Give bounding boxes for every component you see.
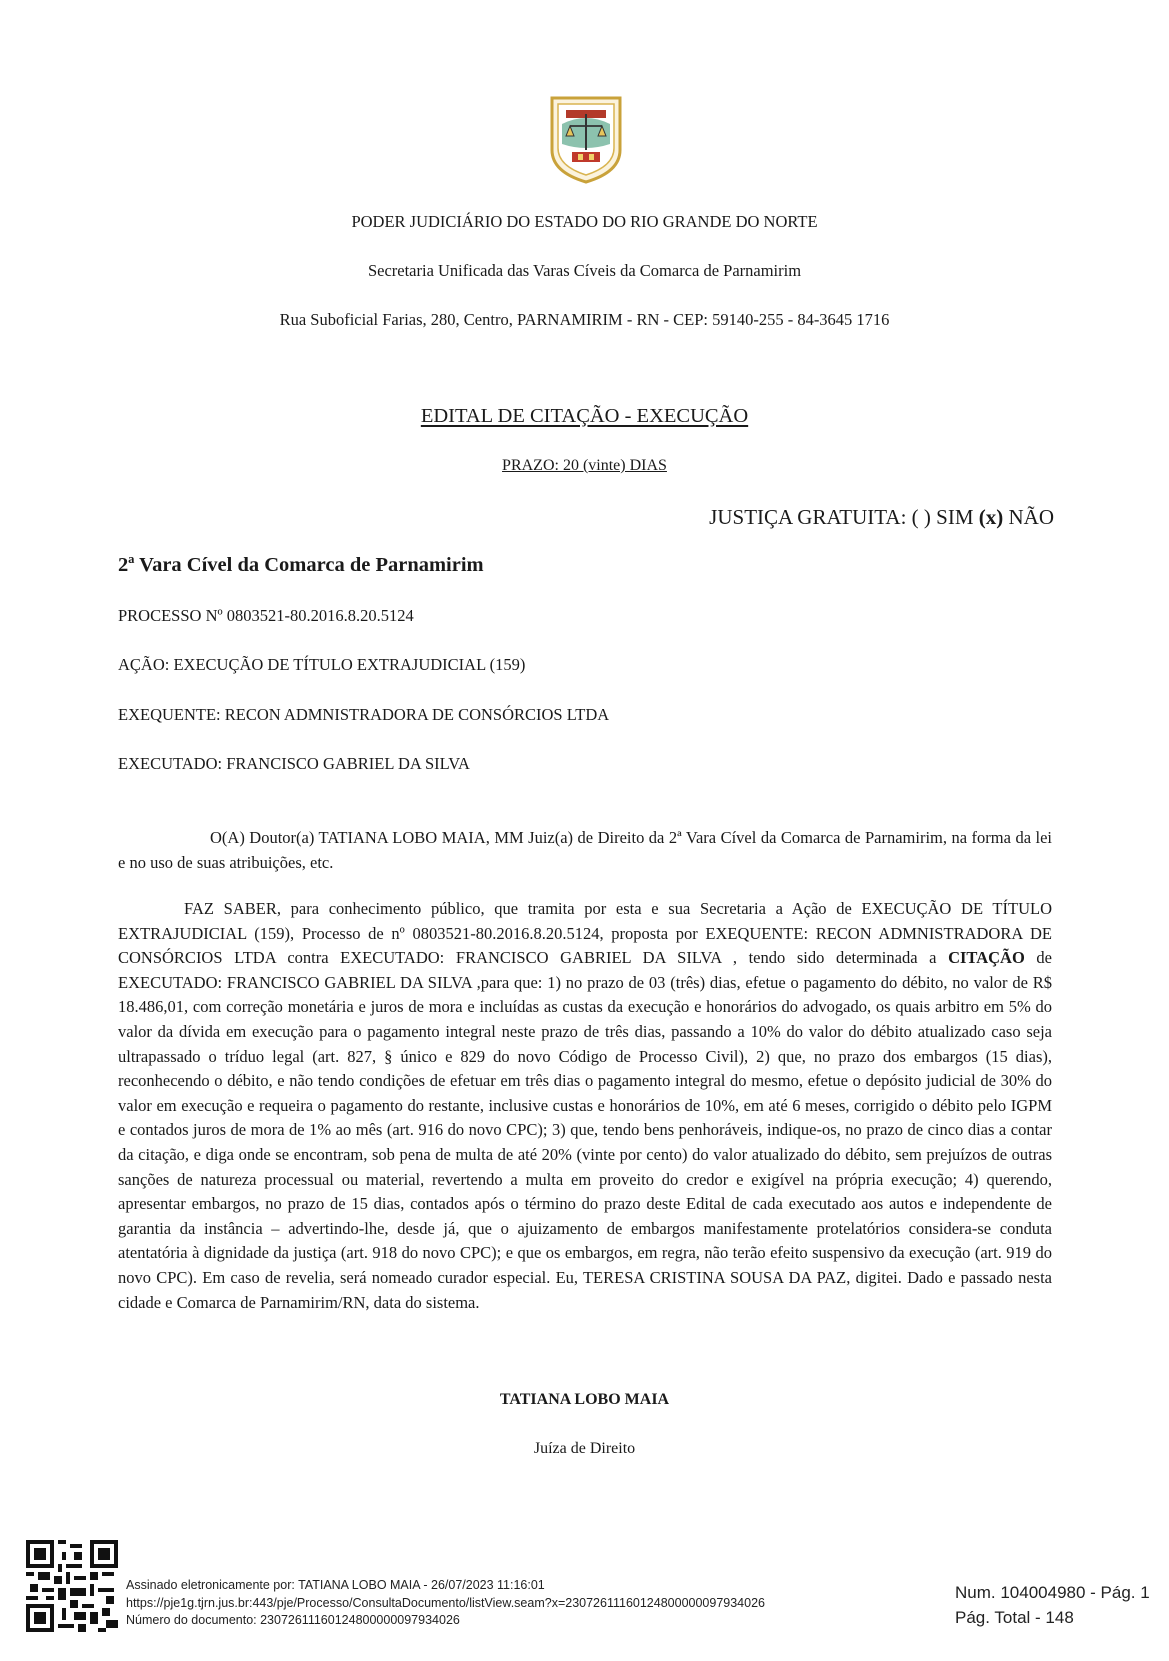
- justica-mark: (x): [978, 505, 1004, 529]
- court-name: PODER JUDICIÁRIO DO ESTADO DO RIO GRANDE DO NORTE: [351, 212, 818, 231]
- electronic-signature-block: [126, 1577, 765, 1630]
- justica-prefix: JUSTIÇA GRATUITA: ( ) SIM: [709, 505, 979, 529]
- faz-saber-end: de EXECUTADO: FRANCISCO GABRIEL DA SILVA ,para que: 1) no prazo de 03 (três) dias, efetue o pagamento do débito, no valor de R$ 18.486,01, com correção monetária e juros de mora e incluídas as custas da execução e honorários do advogado, os quais arbitro em 5% do valor da dívida em execução para o pagamento integral neste prazo de três dias, passando a 10% do valor do débito atualizado caso seja ultrapassado o tríduo legal (art. 827, § único e 829 do novo Código de Processo Civil), 2) que, no prazo dos embargos (15 dias), reconhecendo o débito, e não tendo condições de efetuar em três dias o pagamento integral do mesmo, efetue o depósito judicial de 30% do valor em execução e requeira o pagamento do restante, inclusive custas e honorários de 10%, em até 6 meses, corrigido o débito pelo IGPM e contados juros de mora de 1% ao mês (art. 916 do novo CPC); 3) que, tendo bens penhoráveis, indique-os, no prazo de cinco dias a contar da citação, e diga onde se encontram, sob pena de multa de até 20% (vinte por cento) do valor atualizado do débito, sem prejuízos de outras sanções de natureza processual ou material, revertendo a multa em proveito do credor e exigível na própria execução; 4) querendo, apresentar embargos, no prazo de 15 dias, contados após o término do prazo deste Edital de cada executado aos autos e independente de garantia da instância – advertindo-lhe, desde já, que o ajuizamento de embargos manifestamente protelatórios considera-se conduta atentatória à dignidade da justiça (art. 918 do novo CPC); e que os embargos, em regra, não terão efeito suspensivo da execução (art. 919 do novo CPC). Em caso de revelia, será nomeado curador especial. Eu, TERESA CRISTINA SOUSA DA PAZ, digitei. Dado e passado nesta cidade e Comarca de Parnamirim/RN, data do sistema.: [118, 948, 1052, 1312]
- page-number-block: [955, 1580, 1150, 1630]
- vara-heading: 2ª Vara Cível da Comarca de Parnamirim: [118, 554, 484, 576]
- intro-paragraph: O(A) Doutor(a) TATIANA LOBO MAIA, MM Juiz(a) de Direito da 2ª Vara Cível da Comarca de Parnamirim, na forma da lei e no uso de suas atribuições, etc.: [118, 828, 1052, 872]
- citacao-bold: CITAÇÃO: [948, 948, 1025, 968]
- processo-number: PROCESSO Nº 0803521-80.2016.8.20.5124: [118, 606, 414, 625]
- document-number: Número do documento: 23072611160124800000097934026: [126, 1613, 460, 1627]
- executado-line: EXECUTADO: FRANCISCO GABRIEL DA SILVA: [118, 754, 470, 773]
- court-address: Rua Suboficial Farias, 280, Centro, PARNAMIRIM - RN - CEP: 59140-255 - 84-3645 1716: [279, 310, 890, 329]
- justica-suffix: NÃO: [1003, 505, 1054, 529]
- num-page: Num. 104004980 - Pág. 1: [955, 1583, 1150, 1602]
- faz-saber-start: FAZ SABER, para conhecimento público, que tramita por esta e sua Secretaria a Ação de EXECUÇÃO DE TÍTULO EXTRAJUDICIAL (159), Processo de nº 0803521-80.2016.8.20.5124, proposta por EXEQUENTE: RECON ADMNISTRADORA DE CONSÓRCIOS LTDA contra EXECUTADO: FRANCISCO GABRIEL DA SILVA , tendo sido determinada a: [118, 899, 1052, 968]
- prazo-line: PRAZO: 20 (vinte) DIAS: [502, 457, 667, 474]
- court-crest-icon: [548, 92, 624, 184]
- judge-title: Juíza de Direito: [533, 1440, 636, 1457]
- exequente-line: EXEQUENTE: RECON ADMNISTRADORA DE CONSÓRCIOS LTDA: [118, 705, 610, 724]
- judge-name: TATIANA LOBO MAIA: [499, 1391, 670, 1408]
- edital-title: EDITAL DE CITAÇÃO - EXECUÇÃO: [420, 405, 749, 427]
- document-url[interactable]: https://pje1g.tjrn.jus.br:443/pje/Processo/ConsultaDocumento/listView.seam?x=23072611160124800000097934026: [126, 1595, 765, 1610]
- faz-saber-paragraph: [118, 897, 1052, 1315]
- acao-line: AÇÃO: EXECUÇÃO DE TÍTULO EXTRAJUDICIAL (159): [118, 655, 526, 674]
- justica-gratuita: [709, 505, 1054, 530]
- signed-by-line: Assinado eletronicamente por: TATIANA LOBO MAIA - 26/07/2023 11:16:01: [126, 1578, 545, 1592]
- total-pages: Pág. Total - 148: [955, 1608, 1074, 1627]
- qr-code-icon: [26, 1540, 118, 1632]
- secretariat-name: Secretaria Unificada das Varas Cíveis da Comarca de Parnamirim: [367, 261, 802, 280]
